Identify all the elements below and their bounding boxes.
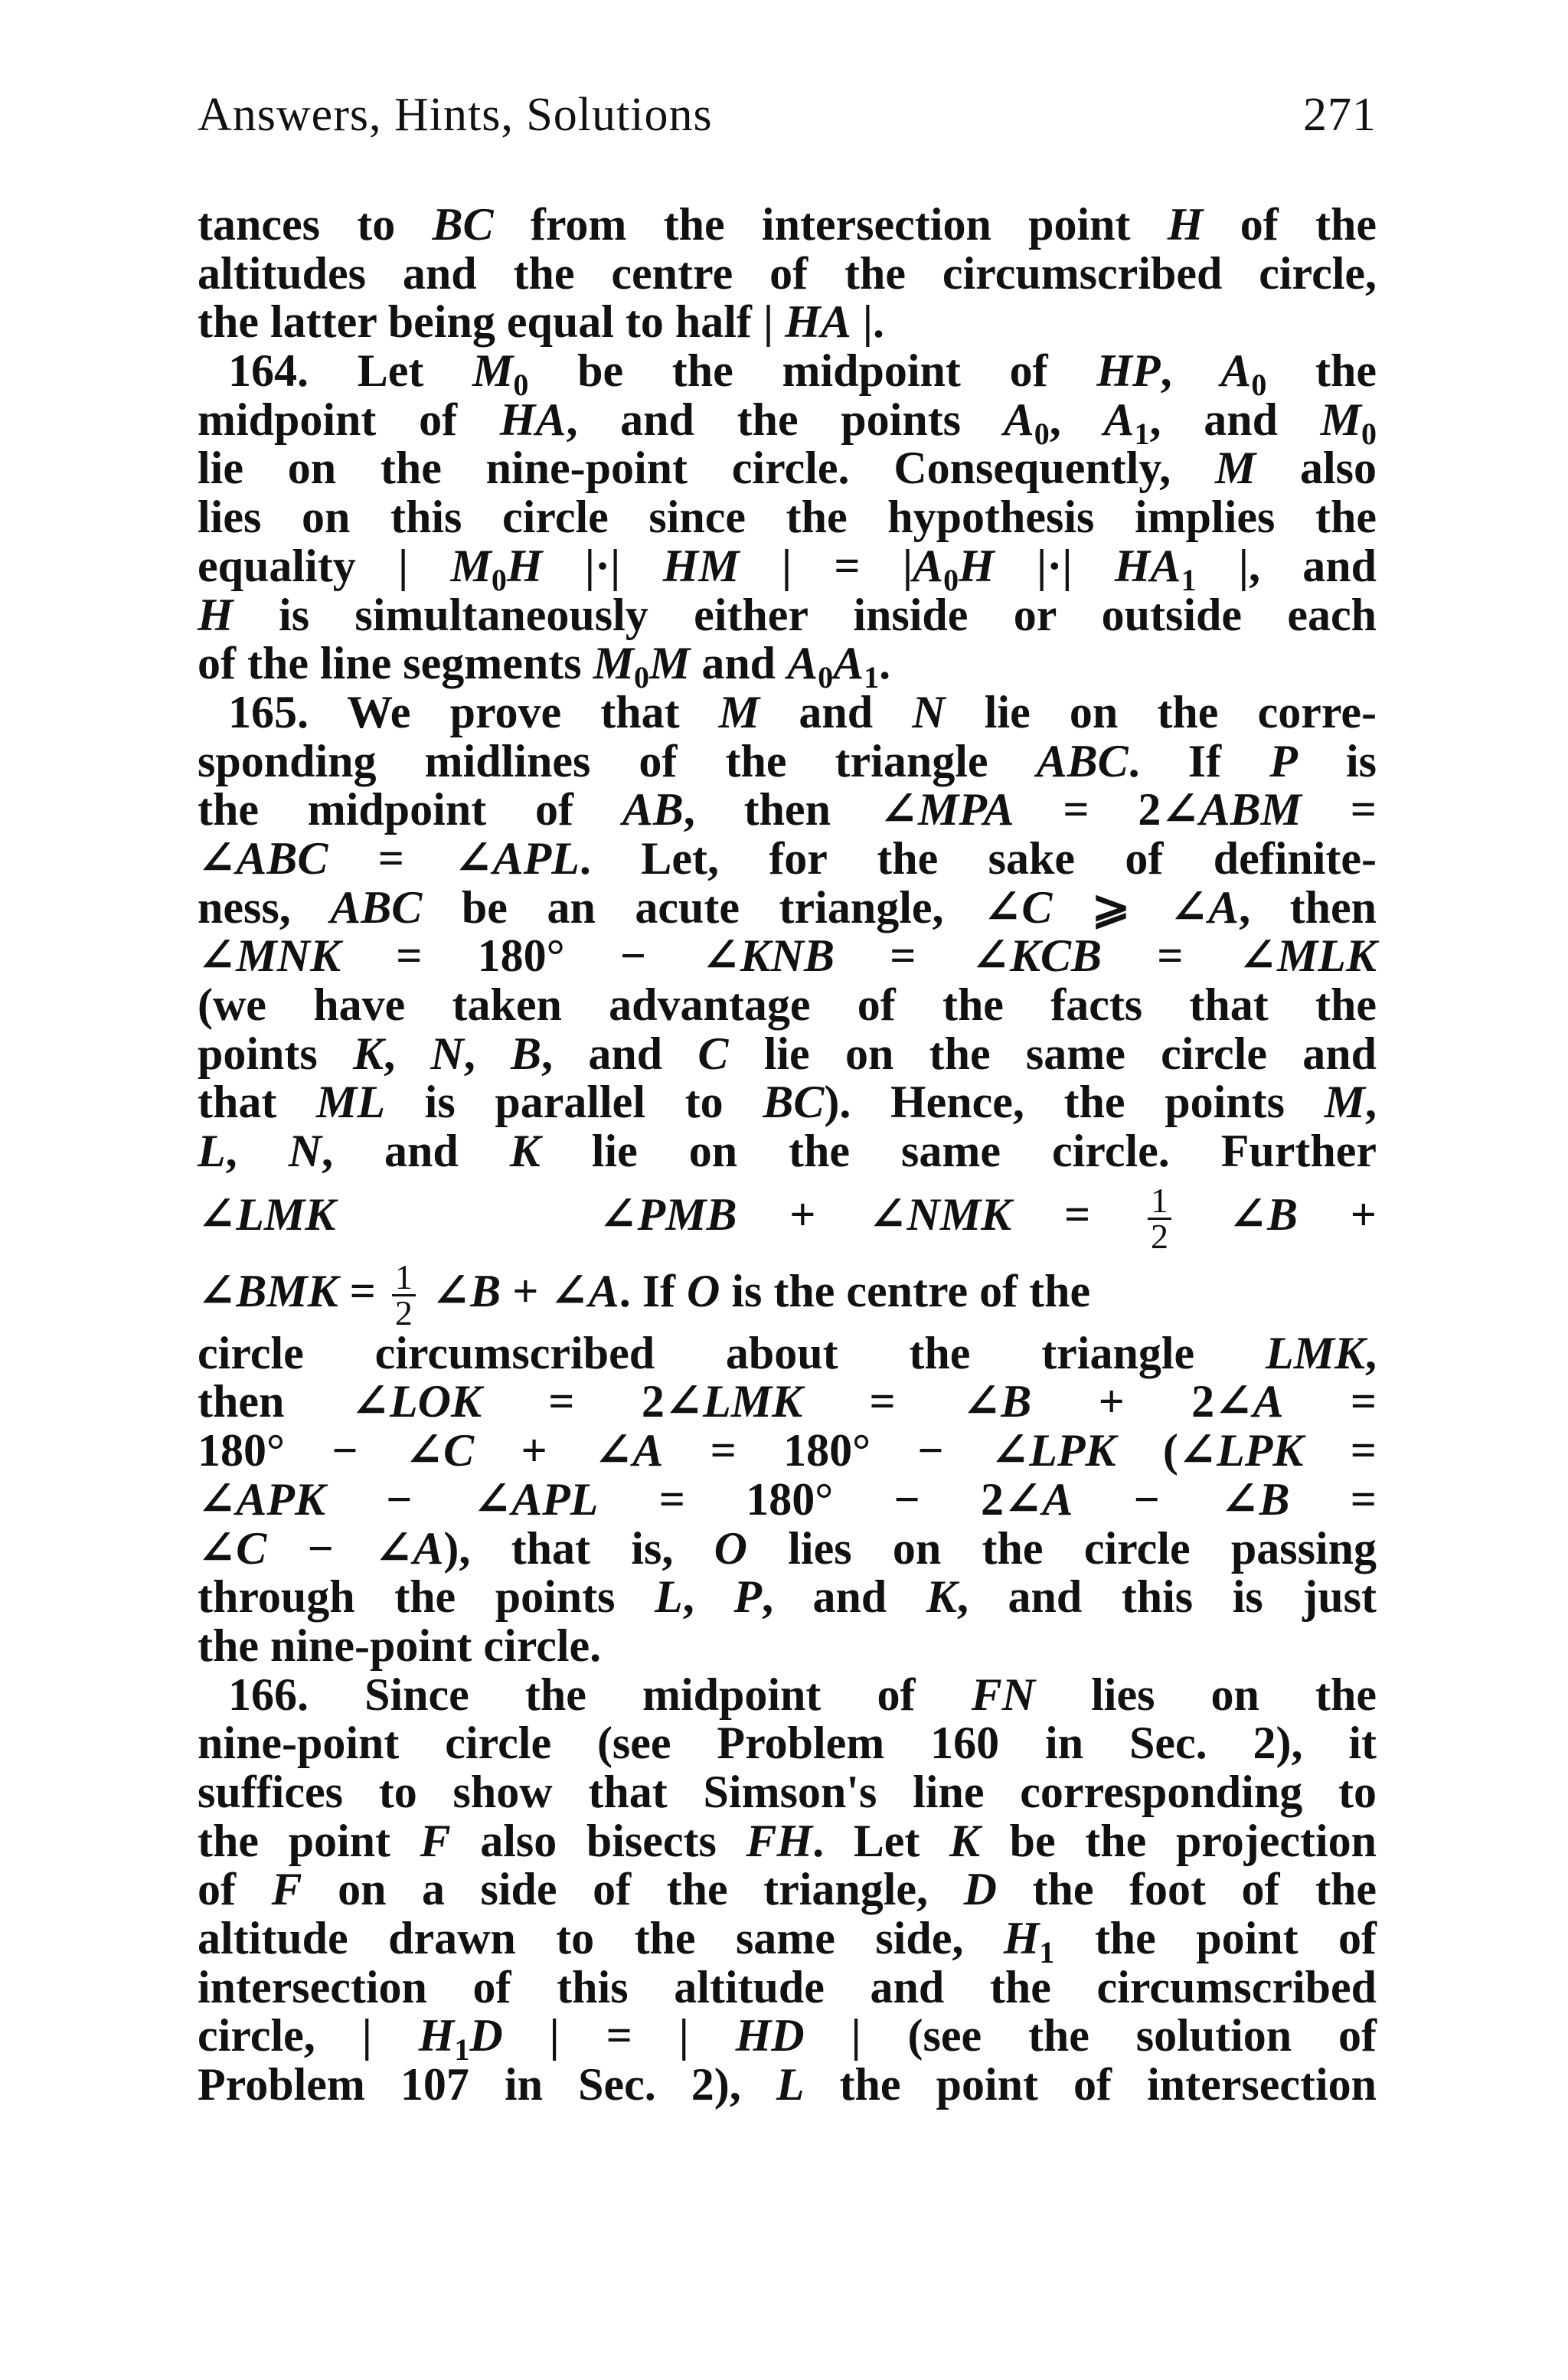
text-line: ness, ABC be an acute triangle, ∠C ⩾ ∠A, then bbox=[198, 881, 1377, 933]
page-number: 271 bbox=[1303, 89, 1377, 141]
text-line: that ML is parallel to BC). Hence, the points M, bbox=[198, 1077, 1377, 1128]
fraction-half: $\frac{1}{2}$ bbox=[392, 1260, 416, 1330]
text-line: nine-point circle (see Problem 160 in Sec. 2), it bbox=[198, 1718, 1377, 1769]
text-line: then ∠LOK = 2∠LMK = ∠B + 2∠A = bbox=[198, 1376, 1377, 1427]
text-line: the nine-point circle. bbox=[198, 1620, 602, 1671]
text-line: 165. We prove that M and N lie on the corre- bbox=[228, 686, 1377, 737]
text-line: ∠ABC = ∠APL. Let, for the sake of definite- bbox=[198, 832, 1377, 884]
text-line: circle circumscribed about the triangle LMK, bbox=[198, 1327, 1377, 1378]
text-line: ∠APK − ∠APL = 180° − 2∠A − ∠B = bbox=[198, 1473, 1377, 1525]
text-line: 164. Let $M_0$ be the midpoint of HP, $A_0$ the bbox=[228, 345, 1377, 403]
page-body bbox=[198, 201, 1377, 2110]
equation-line: ∠LMK ∠PMB + ∠NMK = $\frac{1}{2}$ ∠B + bbox=[198, 1181, 1377, 1257]
text-line: the point F also bisects FH. Let K be the projection bbox=[198, 1815, 1377, 1866]
text-line: L, N, and K lie on the same circle. Further bbox=[198, 1126, 1377, 1177]
text-line: suffices to show that Simson's line corresponding to bbox=[198, 1766, 1377, 1817]
text-line: altitudes and the centre of the circumscribed circle, bbox=[198, 247, 1377, 299]
text-line: lies on this circle since the hypothesis implies the bbox=[198, 492, 1377, 543]
fraction-half: $\frac{1}{2}$ bbox=[1148, 1184, 1171, 1254]
text-line: ∠C − ∠A), that is, O lies on the circle passing bbox=[198, 1522, 1377, 1574]
text-line: intersection of this altitude and the circumscribed bbox=[198, 1961, 1377, 2012]
text-line: (we have taken advantage of the facts that the bbox=[198, 979, 1377, 1030]
text-line: the midpoint of AB, then ∠MPA = 2∠ABM = bbox=[198, 784, 1377, 835]
text-line: of F on a side of the triangle, D the foot of the bbox=[198, 1864, 1377, 1915]
text-line: ∠MNK = 180° − ∠KNB = ∠KCB = ∠MLK bbox=[198, 930, 1377, 982]
text-line: Problem 107 in Sec. 2), L the point of intersection bbox=[198, 2059, 1377, 2110]
text-line: circle, | $H_1D$ | = | HD | (see the solution of bbox=[198, 2010, 1377, 2068]
text-line: midpoint of HA, and the points $A_0$, $A_1$, and $M_0$ bbox=[198, 394, 1377, 451]
text-line: altitude drawn to the same side, $H_1$ the point of bbox=[198, 1913, 1377, 1970]
running-title: Answers, Hints, Solutions bbox=[198, 89, 713, 141]
text-line: of the line segments $M_0M$ and $A_0A_1$. bbox=[198, 638, 891, 695]
text-line: 166. Since the midpoint of FN lies on the bbox=[228, 1669, 1377, 1720]
text-line: the latter being equal to half | HA |. bbox=[198, 296, 885, 348]
text-line: tances to BC from the intersection point H of the bbox=[198, 199, 1377, 250]
text-line: sponding midlines of the triangle ABC. If P is bbox=[198, 735, 1377, 786]
text-line: 180° − ∠C + ∠A = 180° − ∠LPK (∠LPK = bbox=[198, 1425, 1377, 1476]
equation-line: ∠BMK = $\frac{1}{2}$ ∠B + ∠A. If O is the centre of the bbox=[198, 1257, 1091, 1333]
text-line: H is simultaneously either inside or outside each bbox=[198, 589, 1377, 640]
text-line: through the points L, P, and K, and this is just bbox=[198, 1571, 1377, 1623]
running-header bbox=[198, 74, 1377, 142]
text-line: points K, N, B, and C lie on the same circle and bbox=[198, 1028, 1377, 1079]
text-line: equality | $M_0H$ |·| HM | = $|A_0H$ |·| $HA_1$ |, and bbox=[198, 540, 1377, 597]
text-line: lie on the nine-point circle. Consequently, M also bbox=[198, 443, 1377, 494]
